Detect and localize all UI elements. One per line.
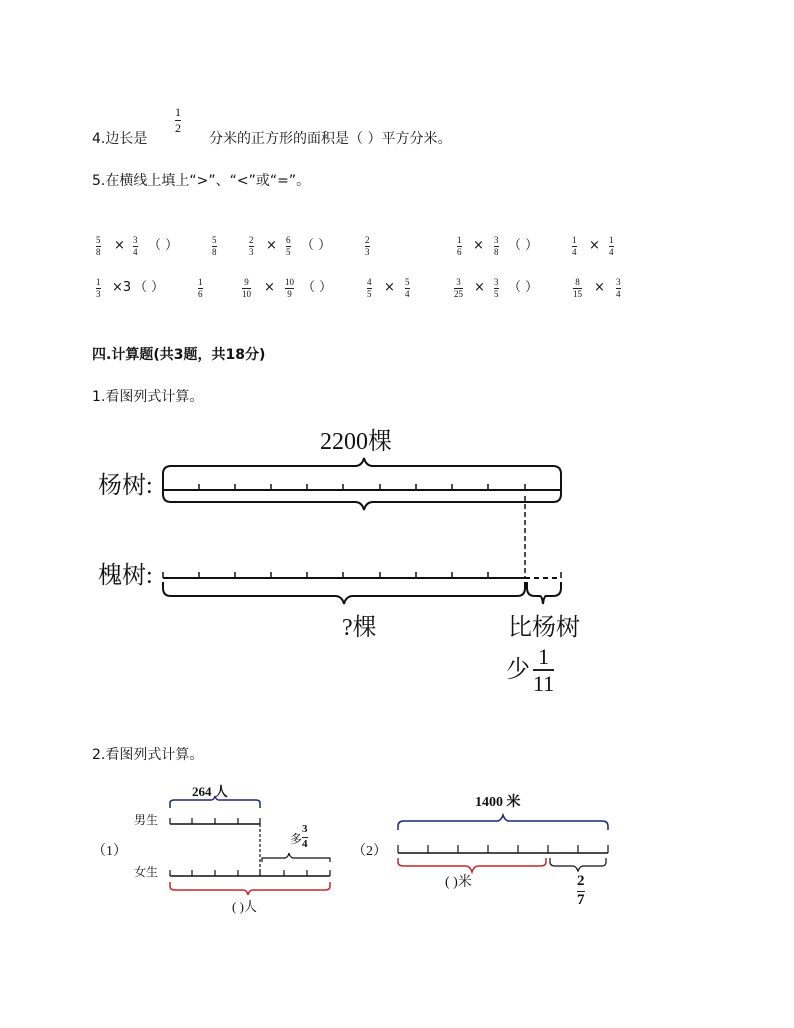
calc2-title: 2.看图列式计算。	[92, 747, 204, 763]
answer-blank[interactable]: （ ）	[508, 280, 539, 295]
fraction: 1 4	[572, 235, 577, 258]
times-sign: ×	[114, 238, 125, 253]
calc1-less-prefix: 少	[506, 657, 530, 683]
fraction: 3 8	[494, 235, 499, 258]
q4-prefix: 4.边长是	[92, 131, 148, 147]
more-fraction: 3 4	[302, 823, 308, 850]
part2-top-brace	[398, 815, 608, 830]
girls-ticks	[170, 870, 330, 876]
fraction: 1 6	[457, 235, 462, 258]
calc1-question: ?棵	[342, 615, 377, 641]
calc1-title: 1.看图列式计算。	[92, 389, 204, 405]
fraction: 5 8	[96, 235, 101, 258]
part2-fraction: 2 7	[577, 873, 585, 908]
fraction: 6 5	[286, 235, 291, 258]
answer-blank[interactable]: （ ）	[508, 238, 539, 253]
yang-label: 杨树:	[98, 473, 153, 499]
fraction: 2 3	[365, 235, 370, 258]
fraction: 5 8	[212, 235, 217, 258]
answer-blank[interactable]: （ ）	[302, 280, 333, 295]
answer-blank[interactable]: （ ）	[134, 280, 165, 295]
calc2-part1-total: 264 人	[192, 784, 228, 799]
calc1-total: 2200棵	[320, 429, 392, 455]
more-brace	[262, 853, 330, 862]
calc1-less-fraction: 1 11	[533, 644, 555, 697]
huai-label: 槐树:	[98, 563, 153, 589]
answer-blank[interactable]: （ ）	[301, 238, 332, 253]
boys-brace	[170, 796, 260, 808]
fraction: 1 3	[96, 277, 101, 300]
times-sign: ×	[473, 238, 484, 253]
times-sign: ×	[474, 280, 485, 295]
section-title: 四.计算题(共3题，共18分)	[92, 347, 266, 363]
fraction: 1 4	[609, 235, 614, 258]
frac-den: 2	[175, 120, 181, 135]
boys-ticks	[170, 818, 260, 824]
girls-brace	[170, 882, 330, 895]
fraction: 3 4	[616, 277, 621, 300]
fraction: 10 9	[285, 277, 294, 300]
times-sign: ×	[264, 280, 275, 295]
q4-suffix: 分米的正方形的面积是（ ）平方分米。	[209, 131, 452, 147]
girls-label: 女生	[134, 865, 159, 879]
fraction: 8 15	[573, 277, 582, 300]
times-sign: ×	[594, 280, 605, 295]
frac-num: 1	[175, 105, 181, 119]
answer-blank[interactable]: （ ）	[148, 238, 179, 253]
fraction: 3 25	[454, 277, 463, 300]
times-sign: ×	[266, 238, 277, 253]
boys-label: 男生	[134, 813, 159, 827]
calc1-less-text: 比杨树	[508, 615, 580, 641]
times-three: ×3	[112, 280, 132, 295]
fraction: 5 4	[405, 277, 410, 300]
calc2-part1-answer[interactable]: ( )人	[232, 899, 257, 914]
fraction: 1 6	[198, 277, 203, 300]
part2-ticks	[398, 845, 608, 853]
calc2-part2-label: （2）	[352, 844, 387, 859]
part2-black-brace	[550, 858, 606, 871]
times-sign: ×	[589, 238, 600, 253]
calc2-part2-answer[interactable]: ( )米	[445, 875, 472, 890]
fraction: 4 5	[367, 277, 372, 300]
fraction: 3 4	[133, 235, 138, 258]
times-sign: ×	[384, 280, 395, 295]
q5-title: 5.在横线上填上“>”、“<”或“=”。	[92, 173, 311, 189]
calc2-part1-label: （1）	[92, 844, 127, 859]
fraction: 3 5	[494, 277, 499, 300]
more-label: 多	[290, 832, 303, 846]
fraction: 2 3	[249, 235, 254, 258]
fraction: 9 10	[242, 277, 251, 300]
calc2-part2-total: 1400 米	[475, 795, 521, 810]
part2-red-brace	[398, 858, 546, 872]
